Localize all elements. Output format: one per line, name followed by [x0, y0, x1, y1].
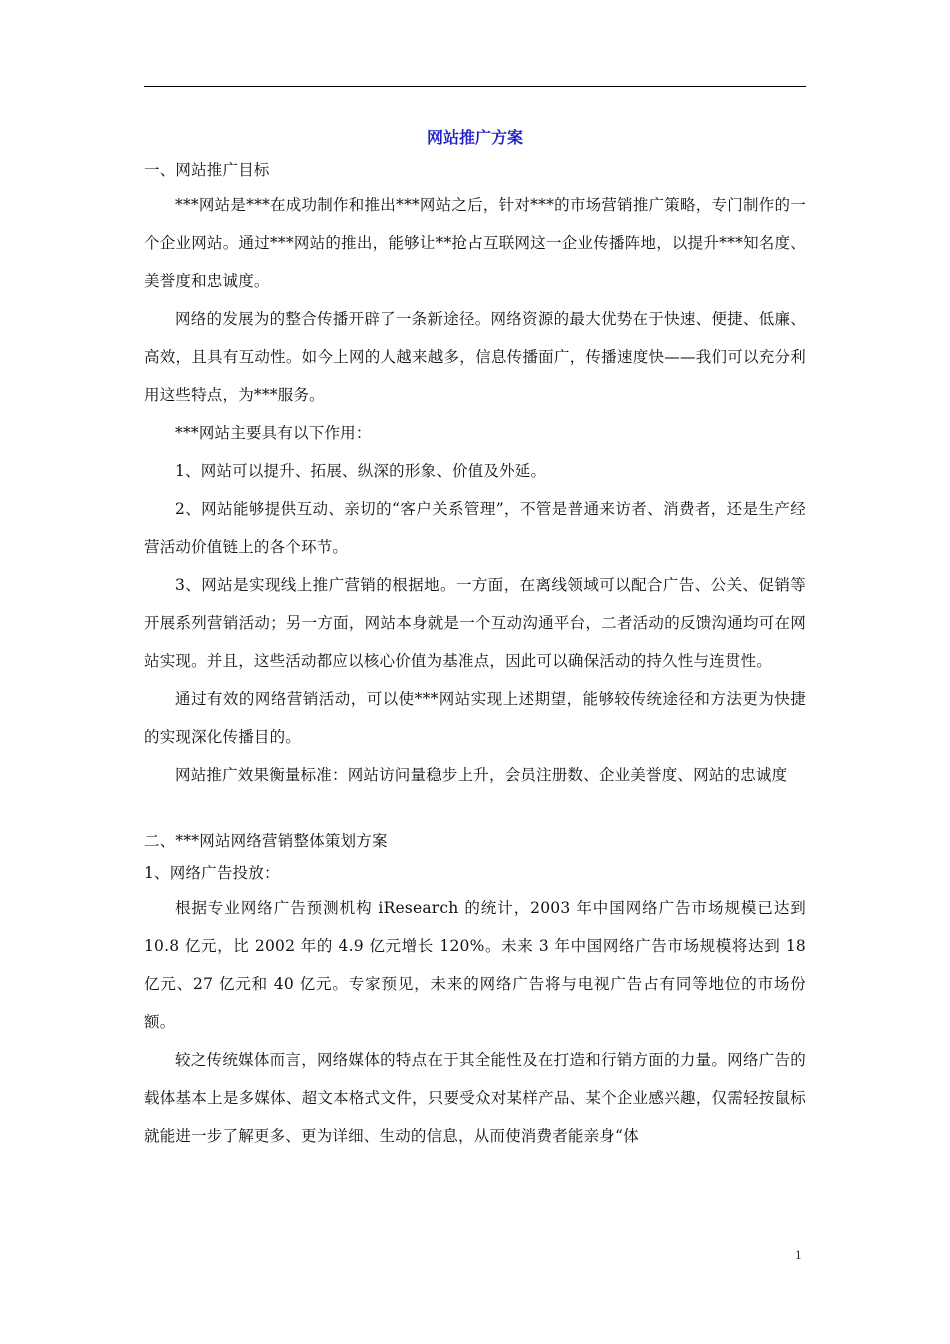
paragraph: 网络的发展为的整合传播开辟了一条新途径。网络资源的最大优势在于快速、便捷、低廉、高效，且具有互动性。如今上网的人越来越多，信息传播面广，传播速度快——我们可以充分利用这些特点，为***服务。: [144, 310, 806, 404]
document-body: [144, 122, 806, 1155]
page-number: 1: [795, 1247, 802, 1262]
paragraph: ***网站是***在成功制作和推出***网站之后，针对***的市场营销推广策略，专门制作的一个企业网站。通过***网站的推出，能够让**抢占互联网这一企业传播阵地，以提升***知名度、美誉度和忠诚度。: [144, 196, 806, 290]
paragraph: ***网站主要具有以下作用：: [175, 424, 372, 442]
list-item: 2、网站能够提供互动、亲切的“客户关系管理”，不管是普通来访者、消费者，还是生产经营活动价值链上的各个环节。: [144, 500, 806, 556]
paragraph: 较之传统媒体而言，网络媒体的特点在于其全能性及在打造和行销方面的力量。网络广告的载体基本上是多媒体、超文本格式文件，只要受众对某样产品、某个企业感兴趣，仅需轻按鼠标就能进一步了解更多、更为详细、生动的信息，从而使消费者能亲身“体: [144, 1051, 806, 1145]
section-heading: 一、网站推广目标: [144, 161, 270, 179]
paragraph: 网站推广效果衡量标准：网站访问量稳步上升，会员注册数、企业美誉度、网站的忠诚度: [175, 766, 788, 784]
subsection-heading: 1、网络广告投放：: [144, 864, 280, 882]
header-rule: [144, 86, 806, 87]
section-heading: 二、***网站网络营销整体策划方案: [144, 832, 388, 850]
paragraph: 通过有效的网络营销活动，可以使***网站实现上述期望，能够较传统途径和方法更为快捷的实现深化传播目的。: [144, 690, 806, 746]
paragraph: 根据专业网络广告预测机构 iResearch 的统计，2003 年中国网络广告市场规模已达到 10.8 亿元，比 2002 年的 4.9 亿元增长 120%。未来 3 年中国网络广告市场规模将达到 18 亿元、27 亿元和 40 亿元。专家预见，未来的网络广告将与电视广告占有同等地位的市场份额。: [144, 899, 806, 1031]
list-item: 3、网站是实现线上推广营销的根据地。一方面，在离线领域可以配合广告、公关、促销等开展系列营销活动；另一方面，网站本身就是一个互动沟通平台，二者活动的反馈沟通均可在网站实现。并且，这些活动都应以核心价值为基准点，因此可以确保活动的持久性与连贯性。: [144, 576, 806, 670]
document-title: 网站推广方案: [426, 128, 523, 147]
list-item: 1、网站可以提升、拓展、纵深的形象、价值及外延。: [175, 462, 547, 480]
section-spacer: [144, 794, 806, 825]
